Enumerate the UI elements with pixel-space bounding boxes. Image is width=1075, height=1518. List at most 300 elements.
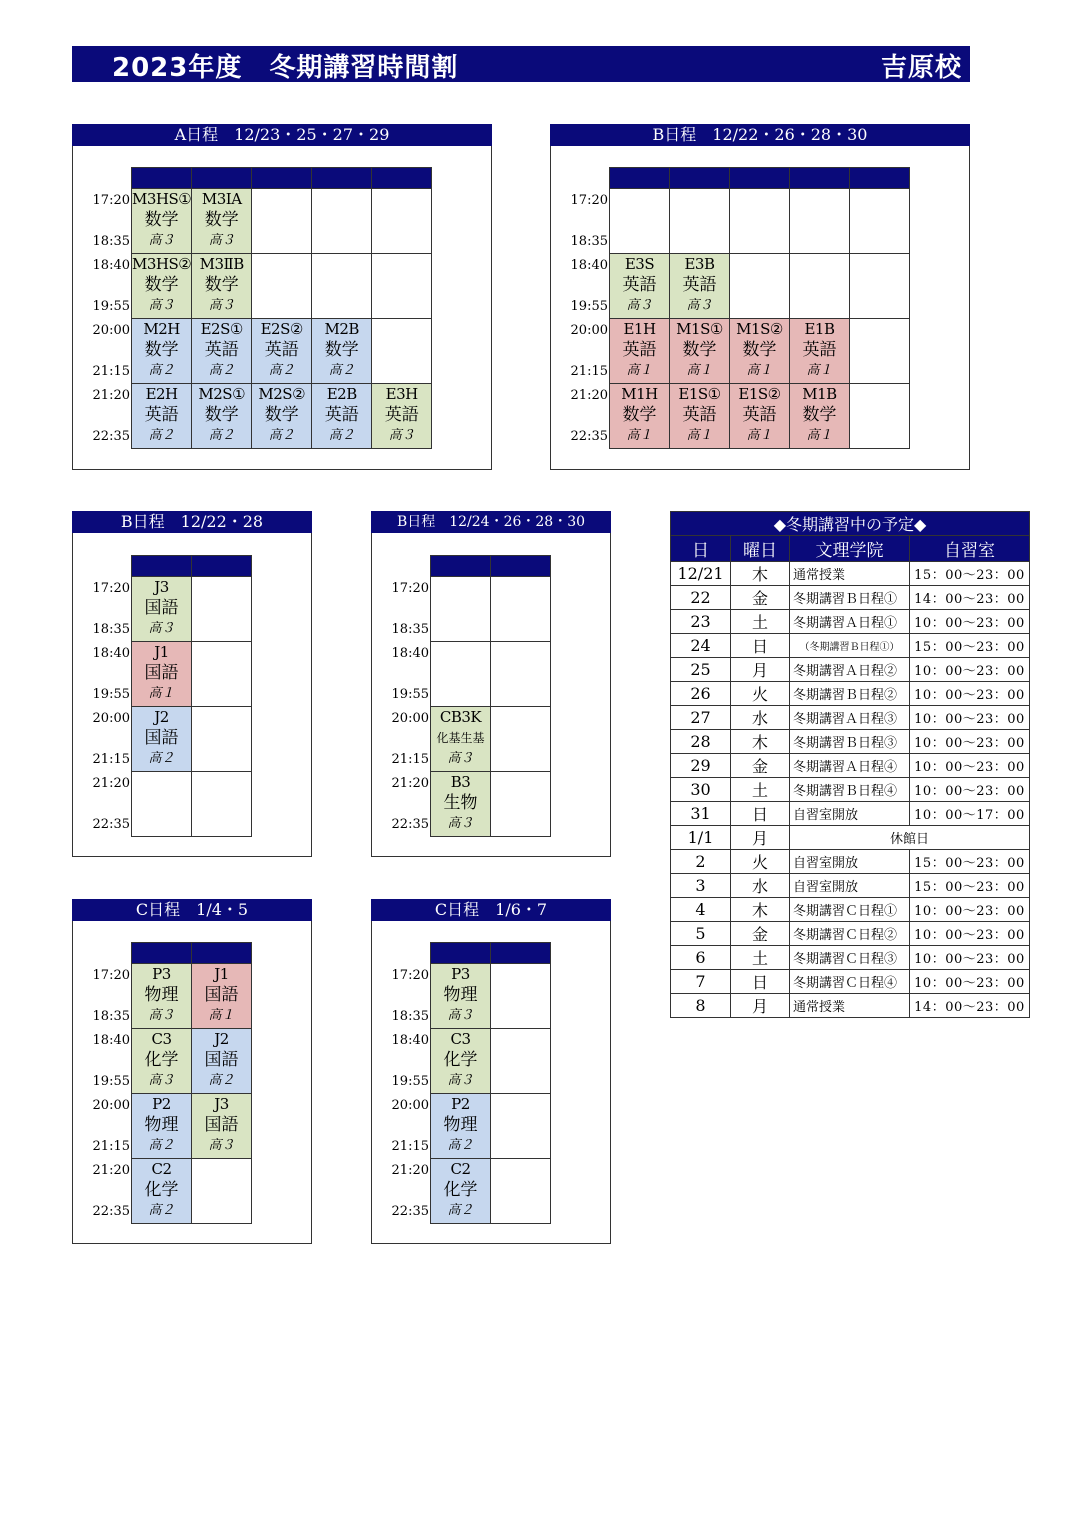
period-row <box>132 577 252 642</box>
class-grade: 高２ <box>148 1203 175 1218</box>
panel-header-b: B日程 12/22・26・28・30 <box>550 124 970 146</box>
class-cell <box>312 384 372 449</box>
time-start-label: 20:00 <box>391 711 429 726</box>
schedule-weekday: 木 <box>731 898 790 922</box>
time-end-label: 18:35 <box>391 1009 429 1024</box>
class-subject: 化基生基 <box>436 731 485 745</box>
class-subject: 英語 <box>682 275 717 295</box>
empty-cell <box>491 1094 551 1159</box>
class-grade: 高２ <box>268 428 295 443</box>
class-subject: 物理 <box>144 985 179 1005</box>
class-subject: 数学 <box>324 340 359 360</box>
schedule-day: 31 <box>671 802 731 826</box>
time-end-label: 21:15 <box>92 364 130 379</box>
class-subject: 国語 <box>204 985 239 1005</box>
class-code: B3 <box>450 773 471 791</box>
class-code: M2B <box>324 320 359 338</box>
time-start-label: 20:00 <box>92 711 130 726</box>
empty-cell <box>850 189 910 254</box>
class-grade: 高２ <box>208 1073 235 1088</box>
empty-cell <box>491 772 551 837</box>
schedule-row <box>671 970 1030 994</box>
class-cell <box>252 384 312 449</box>
class-code: C3 <box>450 1030 471 1048</box>
class-cell <box>730 384 790 449</box>
schedule-title: ◆冬期講習中の予定◆ <box>671 512 1030 536</box>
class-cell <box>431 1029 491 1094</box>
class-grade: 高２ <box>148 1138 175 1153</box>
class-cell <box>431 707 491 772</box>
class-cell <box>132 642 192 707</box>
class-cell <box>132 189 192 254</box>
class-code: E2B <box>326 385 357 403</box>
class-cell <box>252 319 312 384</box>
page-title: 2023年度 冬期講習時間割 <box>112 53 459 83</box>
time-start-label: 18:40 <box>391 646 429 661</box>
schedule-row <box>671 730 1030 754</box>
schedule-day: 30 <box>671 778 731 802</box>
empty-cell <box>790 254 850 319</box>
period-row <box>132 319 432 384</box>
header-weekday: 曜日 <box>731 536 790 562</box>
time-end-label: 21:15 <box>92 752 130 767</box>
class-grade: 高３ <box>148 298 175 313</box>
class-subject: 数学 <box>144 210 179 230</box>
schedule-hours: 10：00～17：00 <box>910 802 1030 826</box>
class-grade: 高１ <box>148 686 175 701</box>
time-start-label: 20:00 <box>570 323 608 338</box>
class-cell <box>431 1094 491 1159</box>
class-code: E3S <box>624 255 655 273</box>
time-start-label: 21:20 <box>570 388 608 403</box>
schedule-day: 25 <box>671 658 731 682</box>
class-cell <box>192 319 252 384</box>
class-subject: 数学 <box>204 210 239 230</box>
grid-header-cell <box>670 168 730 189</box>
class-cell <box>790 319 850 384</box>
schedule-day: 22 <box>671 586 731 610</box>
schedule-row <box>671 634 1030 658</box>
schedule-day: 3 <box>671 874 731 898</box>
empty-cell <box>850 319 910 384</box>
schedule-row <box>671 850 1030 874</box>
empty-cell <box>730 254 790 319</box>
empty-cell <box>192 707 252 772</box>
class-grade: 高３ <box>208 233 235 248</box>
period-row <box>132 642 252 707</box>
class-code: M2S① <box>198 385 246 403</box>
period-row <box>431 1029 551 1094</box>
class-grade: 高２ <box>148 428 175 443</box>
schedule-row <box>671 898 1030 922</box>
class-subject: 国語 <box>144 598 179 618</box>
empty-cell <box>491 1159 551 1224</box>
class-subject: 物理 <box>144 1115 179 1135</box>
time-end-label: 22:35 <box>391 1204 429 1219</box>
schedule-weekday: 日 <box>731 634 790 658</box>
empty-cell <box>372 319 432 384</box>
period-row <box>132 189 432 254</box>
grid-header-cell <box>252 168 312 189</box>
class-code: M3ⅡB <box>199 255 244 273</box>
schedule-row <box>671 874 1030 898</box>
class-code: P3 <box>451 965 470 983</box>
empty-cell <box>491 642 551 707</box>
schedule-weekday: 土 <box>731 946 790 970</box>
class-subject: 国語 <box>204 1050 239 1070</box>
schedule-event: 冬期講習Ａ日程② <box>790 658 910 682</box>
period-row <box>610 189 910 254</box>
class-subject: 数学 <box>622 405 657 425</box>
class-subject: 数学 <box>682 340 717 360</box>
schedule-hours: 10：00～23：00 <box>910 706 1030 730</box>
class-cell <box>132 254 192 319</box>
class-code: E1H <box>623 320 656 338</box>
schedule-row <box>671 562 1030 586</box>
class-grade: 高２ <box>447 1138 474 1153</box>
class-grade: 高１ <box>746 363 773 378</box>
period-row <box>610 384 910 449</box>
grid-header-cell <box>192 168 252 189</box>
time-start-label: 21:20 <box>92 1163 130 1178</box>
class-cell <box>790 384 850 449</box>
schedule-hours: 15：00～23：00 <box>910 874 1030 898</box>
schedule-weekday: 水 <box>731 706 790 730</box>
empty-cell <box>192 772 252 837</box>
panel-header-a: A日程 12/23・25・27・29 <box>72 124 492 146</box>
period-row <box>132 772 252 837</box>
time-start-label: 17:20 <box>92 968 130 983</box>
schedule-weekday: 月 <box>731 994 790 1018</box>
time-end-label: 18:35 <box>391 622 429 637</box>
schedule-day: 8 <box>671 994 731 1018</box>
grid-header-cell <box>850 168 910 189</box>
class-code: M2H <box>143 320 180 338</box>
class-code: C3 <box>151 1030 172 1048</box>
time-start-label: 17:20 <box>391 581 429 596</box>
class-subject: 英語 <box>324 405 359 425</box>
schedule-row <box>671 946 1030 970</box>
empty-cell <box>252 189 312 254</box>
class-code: J2 <box>154 708 169 726</box>
class-subject: 数学 <box>144 275 179 295</box>
schedule-weekday: 水 <box>731 874 790 898</box>
class-subject: 数学 <box>264 405 299 425</box>
panel-header-b-jp: B日程 12/22・28 <box>72 511 312 533</box>
time-start-label: 17:20 <box>92 581 130 596</box>
empty-cell <box>192 577 252 642</box>
class-subject: 物理 <box>443 985 478 1005</box>
schedule-weekday: 日 <box>731 802 790 826</box>
school-name: 吉原校 <box>880 53 962 83</box>
time-end-label: 21:15 <box>391 1139 429 1154</box>
class-code: C2 <box>151 1160 172 1178</box>
class-cell <box>610 254 670 319</box>
period-row <box>431 1094 551 1159</box>
empty-cell <box>491 1029 551 1094</box>
class-grade: 高３ <box>447 1073 474 1088</box>
schedule-day: 26 <box>671 682 731 706</box>
schedule-day: 12/21 <box>671 562 731 586</box>
schedule-event: 冬期講習Ｃ日程② <box>790 922 910 946</box>
schedule-hours: 14：00～23：00 <box>910 994 1030 1018</box>
schedule-hours: 15：00～23：00 <box>910 850 1030 874</box>
empty-cell <box>730 189 790 254</box>
class-grade: 高３ <box>447 1008 474 1023</box>
class-code: M1S① <box>676 320 723 338</box>
schedule-row <box>671 586 1030 610</box>
empty-cell <box>372 189 432 254</box>
class-cell <box>670 384 730 449</box>
period-row <box>431 577 551 642</box>
timetable-grid-p1 <box>131 167 432 449</box>
class-code: E1B <box>804 320 835 338</box>
time-end-label: 21:15 <box>92 1139 130 1154</box>
class-grade: 高１ <box>626 428 653 443</box>
schedule-hours: 14：00～23：00 <box>910 586 1030 610</box>
period-row <box>132 384 432 449</box>
grid-header-cell <box>132 556 192 577</box>
schedule-event: 冬期講習Ｂ日程④ <box>790 778 910 802</box>
schedule-event: 通常授業 <box>790 994 910 1018</box>
schedule-hours: 15：00～23：00 <box>910 634 1030 658</box>
grid-header-cell <box>491 556 551 577</box>
period-row <box>431 642 551 707</box>
grid-header-cell <box>132 943 192 964</box>
time-end-label: 21:15 <box>391 752 429 767</box>
schedule-day: 7 <box>671 970 731 994</box>
time-start-label: 18:40 <box>92 258 130 273</box>
class-subject: 国語 <box>144 663 179 683</box>
period-row <box>431 964 551 1029</box>
class-grade: 高１ <box>686 363 713 378</box>
grid-header-cell <box>312 168 372 189</box>
class-code: E3H <box>385 385 418 403</box>
time-start-label: 20:00 <box>92 323 130 338</box>
schedule-hours: 10：00～23：00 <box>910 778 1030 802</box>
class-subject: 英語 <box>204 340 239 360</box>
class-grade: 高１ <box>626 363 653 378</box>
grid-header-cell <box>790 168 850 189</box>
schedule-weekday: 金 <box>731 754 790 778</box>
header-day: 日 <box>671 536 731 562</box>
class-subject: 英語 <box>622 340 657 360</box>
empty-cell <box>431 642 491 707</box>
class-grade: 高２ <box>148 751 175 766</box>
schedule-hours: 10：00～23：00 <box>910 898 1030 922</box>
empty-cell <box>312 254 372 319</box>
schedule-row <box>671 826 1030 850</box>
class-cell <box>132 1159 192 1224</box>
class-grade: 高２ <box>328 428 355 443</box>
header-school: 文理学院 <box>790 536 910 562</box>
schedule-weekday: 金 <box>731 586 790 610</box>
class-grade: 高１ <box>806 428 833 443</box>
class-cell <box>192 384 252 449</box>
grid-header-cell <box>491 943 551 964</box>
class-grade: 高３ <box>148 1008 175 1023</box>
empty-cell <box>431 577 491 642</box>
class-grade: 高３ <box>148 621 175 636</box>
panel-header-c1: C日程 1/4・5 <box>72 899 312 921</box>
class-code: J2 <box>214 1030 229 1048</box>
schedule-weekday: 日 <box>731 970 790 994</box>
class-subject: 英語 <box>802 340 837 360</box>
time-end-label: 22:35 <box>92 429 130 444</box>
period-row <box>132 1159 252 1224</box>
class-grade: 高３ <box>148 1073 175 1088</box>
class-subject: 英語 <box>384 405 419 425</box>
class-code: E2S① <box>200 320 243 338</box>
schedule-hours: 10：00～23：00 <box>910 922 1030 946</box>
schedule-hours: 15：00～23：00 <box>910 562 1030 586</box>
class-grade: 高１ <box>686 428 713 443</box>
class-subject: 化学 <box>443 1180 478 1200</box>
class-cell <box>312 319 372 384</box>
class-code: J3 <box>154 578 169 596</box>
time-start-label: 21:20 <box>92 776 130 791</box>
class-grade: 高１ <box>806 363 833 378</box>
empty-cell <box>192 1159 252 1224</box>
class-cell <box>132 1029 192 1094</box>
period-row <box>132 964 252 1029</box>
schedule-day: 24 <box>671 634 731 658</box>
class-cell <box>132 577 192 642</box>
class-subject: 英語 <box>742 405 777 425</box>
schedule-row <box>671 682 1030 706</box>
class-cell <box>610 319 670 384</box>
class-cell <box>670 254 730 319</box>
class-code: J3 <box>214 1095 229 1113</box>
class-cell <box>670 319 730 384</box>
schedule-day: 6 <box>671 946 731 970</box>
grid-header-cell <box>372 168 432 189</box>
schedule-event: 冬期講習Ｂ日程③ <box>790 730 910 754</box>
class-code: E2H <box>145 385 178 403</box>
time-end-label: 19:55 <box>92 1074 130 1089</box>
schedule-row <box>671 922 1030 946</box>
time-end-label: 22:35 <box>92 817 130 832</box>
time-start-label: 17:20 <box>391 968 429 983</box>
period-row <box>132 707 252 772</box>
time-end-label: 18:35 <box>92 622 130 637</box>
class-grade: 高２ <box>148 363 175 378</box>
class-cell <box>132 707 192 772</box>
class-code: M3HS② <box>132 255 192 273</box>
schedule-weekday: 土 <box>731 610 790 634</box>
time-start-label: 18:40 <box>391 1033 429 1048</box>
schedule-hours: 10：00～23：00 <box>910 970 1030 994</box>
time-start-label: 18:40 <box>92 646 130 661</box>
class-cell <box>192 254 252 319</box>
schedule-event: 冬期講習Ａ日程④ <box>790 754 910 778</box>
class-grade: 高２ <box>328 363 355 378</box>
schedule-weekday: 木 <box>731 562 790 586</box>
schedule-event: 冬期講習Ｃ日程① <box>790 898 910 922</box>
time-end-label: 21:15 <box>570 364 608 379</box>
time-end-label: 19:55 <box>570 299 608 314</box>
class-grade: 高３ <box>208 298 235 313</box>
class-code: E1S① <box>678 385 721 403</box>
schedule-weekday: 月 <box>731 826 790 850</box>
class-subject: 化学 <box>144 1180 179 1200</box>
class-cell <box>192 1094 252 1159</box>
time-start-label: 21:20 <box>391 776 429 791</box>
empty-cell <box>491 964 551 1029</box>
class-code: CB3K <box>439 708 482 726</box>
page-title-bar <box>72 46 970 82</box>
time-start-label: 18:40 <box>570 258 608 273</box>
schedule-day: 4 <box>671 898 731 922</box>
period-row <box>132 1029 252 1094</box>
time-end-label: 18:35 <box>570 234 608 249</box>
class-subject: 英語 <box>264 340 299 360</box>
panel-header-c2: C日程 1/6・7 <box>371 899 611 921</box>
schedule-event: 冬期講習Ｃ日程④ <box>790 970 910 994</box>
period-row <box>431 707 551 772</box>
schedule-hours: 10：00～23：00 <box>910 658 1030 682</box>
class-grade: 高２ <box>208 428 235 443</box>
class-subject: 化学 <box>443 1050 478 1070</box>
empty-cell <box>491 577 551 642</box>
class-code: C2 <box>450 1160 471 1178</box>
time-end-label: 19:55 <box>92 687 130 702</box>
timetable-grid-p2 <box>609 167 910 449</box>
empty-cell <box>610 189 670 254</box>
class-code: E2S② <box>260 320 303 338</box>
class-code: J1 <box>214 965 229 983</box>
class-grade: 高３ <box>626 298 653 313</box>
class-grade: 高３ <box>686 298 713 313</box>
schedule-weekday: 火 <box>731 682 790 706</box>
schedule-event: 冬期講習Ａ日程① <box>790 610 910 634</box>
period-row <box>431 1159 551 1224</box>
schedule-row <box>671 706 1030 730</box>
class-subject: 数学 <box>144 340 179 360</box>
grid-header-cell <box>192 556 252 577</box>
header-study-room: 自習室 <box>910 536 1030 562</box>
class-code: P2 <box>451 1095 470 1113</box>
class-grade: 高１ <box>746 428 773 443</box>
class-code: J1 <box>154 643 169 661</box>
grid-header-cell <box>431 943 491 964</box>
empty-cell <box>850 384 910 449</box>
schedule-day: 23 <box>671 610 731 634</box>
time-start-label: 21:20 <box>92 388 130 403</box>
timetable-grid-p3 <box>131 555 252 837</box>
empty-cell <box>252 254 312 319</box>
class-subject: 数学 <box>742 340 777 360</box>
schedule-event: 冬期講習Ｃ日程③ <box>790 946 910 970</box>
class-code: E3B <box>684 255 715 273</box>
time-end-label: 22:35 <box>92 1204 130 1219</box>
schedule-hours: 10：00～23：00 <box>910 754 1030 778</box>
class-subject: 英語 <box>144 405 179 425</box>
schedule-closed: 休館日 <box>790 826 1030 850</box>
class-subject: 物理 <box>443 1115 478 1135</box>
schedule-row <box>671 754 1030 778</box>
schedule-row <box>671 994 1030 1018</box>
grid-header-cell <box>132 168 192 189</box>
schedule-weekday: 月 <box>731 658 790 682</box>
timetable-grid-p4 <box>430 555 551 837</box>
period-row <box>610 254 910 319</box>
time-start-label: 20:00 <box>391 1098 429 1113</box>
empty-cell <box>850 254 910 319</box>
schedule-weekday: 金 <box>731 922 790 946</box>
time-start-label: 17:20 <box>92 193 130 208</box>
time-end-label: 22:35 <box>391 817 429 832</box>
